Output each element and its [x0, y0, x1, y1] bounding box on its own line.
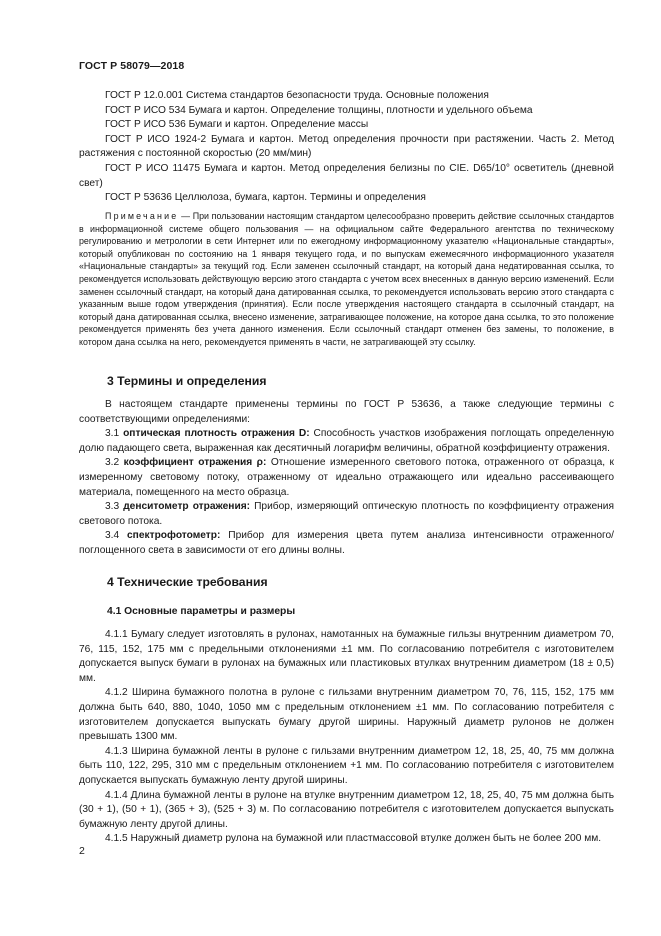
reference-item: ГОСТ Р ИСО 534 Бумага и картон. Определение толщины, плотности и удельного объема — [105, 104, 533, 116]
term-number: 3.3 — [105, 501, 124, 513]
term-number: 3.1 — [105, 428, 124, 440]
reference-item: ГОСТ Р ИСО 536 Бумаги и картон. Определение массы — [105, 119, 369, 131]
section-3-title: 3 Термины и определения — [107, 374, 267, 388]
note-paragraph — [79, 210, 614, 349]
reference-item: ГОСТ Р 12.0.001 Система стандартов безопасности труда. Основные положения — [105, 90, 489, 101]
term-definition: Прибор, измеряющий оптическую плотность по коэффициенту отражения светового потока. — [79, 501, 615, 527]
term-number: 3.4 — [105, 530, 128, 542]
term-definition: Прибор для измерения цвета путем анализа интенсивности отраженного/поглощенного света в зависимости от его длины волны. — [79, 530, 614, 556]
term-3-1 — [79, 427, 614, 456]
note-text: — При пользовании настоящим стандартом целесообразно проверить действие ссылочных стандартов в информационной системе общего пользования — на официальном сайте Федерального агентства по техническому регулированию и метрологии в сети Интернет или по ежегодному информационному указателю «Национальные стандарты», который опубликован по состоянию на 1 января текущего года, и по выпускам ежемесячного информационного указателя «Национальные стандарты» за текущий год. Если заменен ссылочный стандарт, на который дана недатированная ссылка, то рекомендуется использовать действующую версию этого стандарта с учетом всех внесенных в данную версию изменений. Если заменен ссылочный стандарт, на который дана датированная ссылка, то рекомендуется использовать версию этого стандарта с указанным выше годом утверждения (принятия). Если после утверждения настоящего стандарта в ссылочный стандарт, на который дана датированная ссылка, внесено изменение, затрагивающее положение, на которое дана ссылка, то это положение рекомендуется применять без учета данного изменения. Если ссылочный стандарт отменен без замены, то положение, в котором дана ссылка на него, рекомендуется применять в части, не затрагивающей эту ссылку. — [79, 211, 614, 347]
term-name: денситометр отражения: — [123, 501, 251, 513]
reference-item: ГОСТ Р ИСО 11475 Бумага и картон. Метод определения белизны по CIE. D65/10° осветитель (дневной свет) — [79, 162, 614, 189]
clause-4-1-1: 4.1.1 Бумагу следует изготовлять в рулонах, намотанных на бумажные гильзы внутренним диаметром 70, 76, 115, 152, 175 мм с предельными отклонениями ±1 мм. По согласованию потребителя с изготовителем допускается выпуск бумаги в рулонах на бумажных или пластиковых втулках внутренним диаметром (18 ± 0,5) мм. — [79, 629, 614, 684]
note-block — [79, 210, 614, 349]
subsection-4-1-title: 4.1 Основные параметры и размеры — [107, 606, 296, 617]
normative-references-list — [79, 89, 614, 206]
term-name: оптическая плотность отражения D: — [123, 428, 310, 440]
section-4-title: 4 Технические требования — [107, 575, 268, 589]
document-header: ГОСТ Р 58079—2018 — [79, 60, 185, 72]
clause-4-1-2: 4.1.2 Ширина бумажного полотна в рулоне с гильзами внутренним диаметром 70, 76, 115, 152, 175 мм должна быть 640, 880, 1040, 1050 мм с предельным отклонением ±1 мм. По согласованию потребителя с изготовителем допускается выпускать бумагу другой ширины. Наружный диаметр рулонов не должен превышать 1300 мм. — [79, 687, 614, 743]
term-definition: Отношение измеренного светового потока, отраженного от образца, к измеренному световому потоку, отраженному от идеально отражающего или идеально рассеивающего материала, помещенного на место образца. — [79, 457, 614, 498]
clause-4-1-3: 4.1.3 Ширина бумажной ленты в рулоне с гильзами внутренним диаметром 12, 18, 25, 40, 75 мм должна быть 110, 122, 295, 310 мм с предельным отклонением +1 мм. По согласованию потребителя с изготовителем допускается выпускать бумажную ленту другой ширины. — [79, 745, 614, 786]
term-name: спектрофотометр: — [127, 530, 221, 542]
term-3-3 — [79, 500, 614, 529]
reference-item: ГОСТ Р ИСО 1924-2 Бумага и картон. Метод определения прочности при растяжении. Часть 2. Метод растяжения с постоянной скоростью (20 мм/мин) — [79, 133, 614, 160]
page-number: 2 — [79, 845, 85, 857]
clause-4-1-5: 4.1.5 Наружный диаметр рулона на бумажной или пластмассовой втулке должен быть не более 200 мм. — [105, 833, 602, 845]
section-3-intro: В настоящем стандарте применены термины по ГОСТ Р 53636, а также следующие термины с соответствующими определениями: — [79, 399, 614, 425]
section-3-body — [79, 398, 614, 559]
term-3-4 — [79, 529, 614, 558]
note-lead: Примечание — [105, 211, 179, 221]
term-name: коэффициент отражения ρ: — [123, 457, 267, 469]
term-definition: Способность участков изображения поглощать определенную долю падающего света, выраженная как десятичный логарифм величины, обратной коэффициенту отражения. — [79, 428, 614, 454]
term-3-2 — [79, 456, 614, 500]
clause-4-1-4: 4.1.4 Длина бумажной ленты в рулоне на втулке внутренним диаметром 12, 18, 25, 40, 75 мм должна быть (30 + 1), (50 + 1), (365 + 3), (525 + 3) м. По согласованию потребителя с изготовителем допускается выпускать бумажную ленту другой длины. — [79, 789, 614, 830]
section-4-body — [79, 628, 614, 847]
term-number: 3.2 — [105, 457, 124, 469]
reference-item: ГОСТ Р 53636 Целлюлоза, бумага, картон. Термины и определения — [105, 192, 426, 204]
